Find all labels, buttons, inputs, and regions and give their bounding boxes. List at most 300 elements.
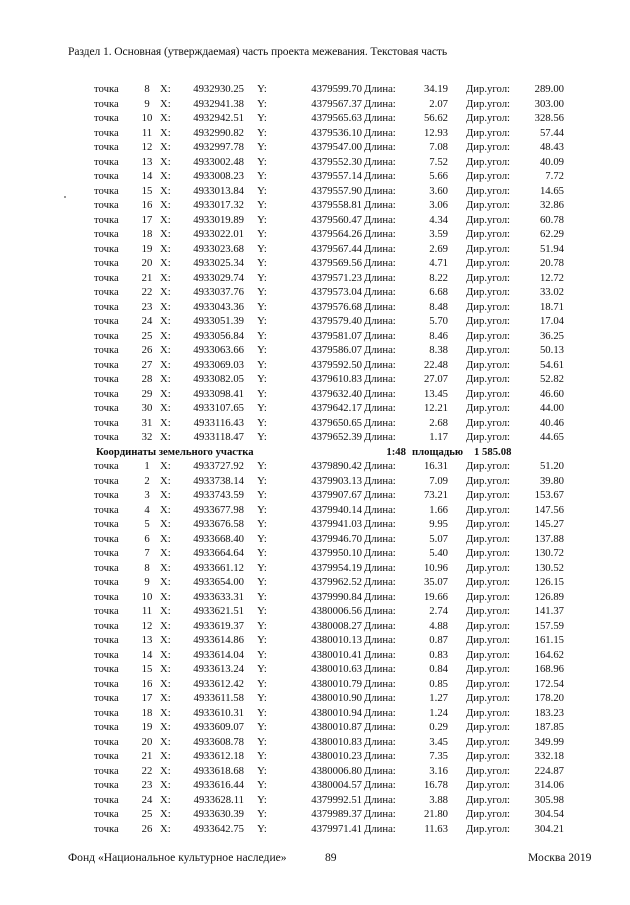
angle-value: 304.54 <box>534 808 564 820</box>
length-value: 7.35 <box>429 750 448 762</box>
point-number: 20 <box>141 735 153 748</box>
y-value: 4379557.14 <box>311 170 362 182</box>
y-label: Y: <box>257 286 267 298</box>
gap <box>448 227 466 242</box>
y-label: Y: <box>257 315 267 327</box>
length-label: Длина: <box>364 257 396 269</box>
x-label: X: <box>160 228 171 240</box>
x-value: 4933023.68 <box>193 242 244 255</box>
x-label: X: <box>160 793 171 806</box>
length-label: Длина: <box>364 97 396 110</box>
point-number: 9 <box>144 97 150 110</box>
angle-value: 153.67 <box>534 489 564 501</box>
y-label: Y: <box>257 764 267 777</box>
angle-label: Дир.угол: <box>466 242 510 255</box>
length-label: Длина: <box>364 692 396 704</box>
y-value: 4380010.79 <box>311 677 362 690</box>
gap <box>448 517 466 532</box>
gap <box>448 822 466 837</box>
x-label: X: <box>160 619 171 632</box>
angle-value: 62.29 <box>539 228 564 240</box>
x-value: 4933677.98 <box>193 503 244 516</box>
y-label: Y: <box>257 344 267 356</box>
gap <box>448 677 466 692</box>
angle-label: Дир.угол: <box>466 503 510 516</box>
length-label: Длина: <box>364 83 396 95</box>
gap <box>448 735 466 750</box>
length-label: Длина: <box>364 619 396 632</box>
y-label: Y: <box>257 779 267 791</box>
y-value: 4379989.37 <box>311 808 362 820</box>
y-label: Y: <box>257 460 267 472</box>
x-value: 4933025.34 <box>193 257 244 269</box>
x-label: X: <box>160 402 171 414</box>
point-label: точка <box>94 155 119 168</box>
point-label: точка <box>94 532 119 545</box>
gap <box>448 111 466 126</box>
point-number: 3 <box>144 489 150 501</box>
gap <box>448 488 466 503</box>
angle-value: 60.78 <box>539 213 564 226</box>
x-value: 4933668.40 <box>193 532 244 545</box>
table-row <box>94 198 564 213</box>
angle-label: Дир.угол: <box>466 808 510 820</box>
x-label: X: <box>160 112 171 124</box>
angle-value: 18.71 <box>539 300 564 313</box>
y-label: Y: <box>257 793 267 806</box>
point-number: 26 <box>141 822 153 835</box>
table-row <box>94 242 564 257</box>
table-row <box>94 140 564 155</box>
angle-label: Дир.угол: <box>466 199 510 211</box>
y-label: Y: <box>257 532 267 545</box>
x-label: X: <box>160 706 171 719</box>
table-row <box>94 517 564 532</box>
x-label: X: <box>160 677 171 690</box>
angle-label: Дир.угол: <box>466 779 510 791</box>
point-number: 8 <box>144 83 150 95</box>
angle-label: Дир.угол: <box>466 373 510 385</box>
point-label: точка <box>94 83 119 95</box>
y-label: Y: <box>257 750 267 762</box>
point-label: точка <box>94 808 119 820</box>
length-label: Длина: <box>364 112 396 124</box>
point-number: 2 <box>144 474 150 487</box>
x-label: X: <box>160 735 171 748</box>
angle-value: 187.85 <box>534 721 564 733</box>
table-row <box>94 111 564 126</box>
point-number: 19 <box>141 242 153 255</box>
point-label: точка <box>94 474 119 487</box>
point-label: точка <box>94 126 119 139</box>
point-number: 18 <box>141 706 153 719</box>
point-number: 25 <box>141 808 153 820</box>
x-value: 4933633.31 <box>193 590 244 603</box>
length-label: Длина: <box>364 764 396 777</box>
x-label: X: <box>160 184 171 197</box>
length-label: Длина: <box>364 634 396 646</box>
y-value: 4379903.13 <box>311 474 362 487</box>
point-label: точка <box>94 460 119 472</box>
angle-value: 161.15 <box>534 634 564 646</box>
x-label: X: <box>160 648 171 661</box>
x-value: 4933613.24 <box>193 663 244 675</box>
gap <box>448 387 466 402</box>
point-label: точка <box>94 170 119 182</box>
length-label: Длина: <box>364 271 396 284</box>
y-value: 4379573.04 <box>311 286 362 298</box>
table-row <box>94 372 564 387</box>
y-value: 4379579.40 <box>311 315 362 327</box>
angle-value: 168.96 <box>534 663 564 675</box>
y-value: 4380010.94 <box>311 706 362 719</box>
y-label: Y: <box>257 808 267 820</box>
y-label: Y: <box>257 271 267 284</box>
length-value: 4.71 <box>429 257 448 269</box>
table-row <box>94 126 564 141</box>
x-value: 4933611.58 <box>193 692 244 704</box>
table-row <box>94 416 564 431</box>
length-value: 1.27 <box>429 692 448 704</box>
length-value: 0.87 <box>429 634 448 646</box>
length-label: Длина: <box>364 721 396 733</box>
length-label: Длина: <box>364 518 396 530</box>
angle-value: 32.86 <box>539 199 564 211</box>
x-label: X: <box>160 547 171 559</box>
table-row <box>94 488 564 503</box>
angle-value: 349.99 <box>534 735 564 748</box>
table-row <box>94 807 564 822</box>
length-value: 13.45 <box>423 387 448 400</box>
angle-label: Дир.угол: <box>466 822 510 835</box>
point-label: точка <box>94 692 119 704</box>
y-label: Y: <box>257 213 267 226</box>
x-value: 4933107.65 <box>193 402 244 414</box>
angle-label: Дир.угол: <box>466 634 510 646</box>
length-value: 11.63 <box>424 822 448 835</box>
gap <box>448 97 466 112</box>
point-label: точка <box>94 619 119 632</box>
y-label: Y: <box>257 387 267 400</box>
gap <box>448 242 466 257</box>
x-label: X: <box>160 532 171 545</box>
gap <box>448 126 466 141</box>
table-row <box>94 329 564 344</box>
point-label: точка <box>94 228 119 240</box>
point-number: 29 <box>141 387 153 400</box>
gap <box>448 416 466 431</box>
table-row <box>94 474 564 489</box>
point-number: 22 <box>141 286 153 298</box>
x-label: X: <box>160 561 171 574</box>
angle-label: Дир.угол: <box>466 358 510 371</box>
angle-label: Дир.угол: <box>466 692 510 704</box>
coordinates-table-wrap <box>94 82 564 836</box>
length-label: Длина: <box>364 663 396 675</box>
length-value: 16.78 <box>423 779 448 791</box>
length-value: 0.85 <box>429 677 448 690</box>
angle-value: 50.13 <box>539 344 564 356</box>
length-value: 10.96 <box>423 561 448 574</box>
point-number: 12 <box>141 141 153 153</box>
y-label: Y: <box>257 358 267 371</box>
y-label: Y: <box>257 257 267 269</box>
y-label: Y: <box>257 97 267 110</box>
x-value: 4933118.47 <box>193 431 244 443</box>
length-value: 1.24 <box>429 706 448 719</box>
length-value: 1.17 <box>429 431 448 443</box>
y-label: Y: <box>257 489 267 501</box>
point-label: точка <box>94 590 119 603</box>
angle-label: Дир.угол: <box>466 431 510 443</box>
point-label: точка <box>94 416 119 429</box>
length-label: Длина: <box>364 677 396 690</box>
gap <box>448 401 466 416</box>
table-row <box>94 285 564 300</box>
angle-value: 172.54 <box>534 677 564 690</box>
x-label: X: <box>160 344 171 356</box>
point-number: 14 <box>141 170 153 182</box>
x-label: X: <box>160 141 171 153</box>
table-row <box>94 648 564 663</box>
table-row <box>94 561 564 576</box>
x-label: X: <box>160 431 171 443</box>
x-value: 4933616.44 <box>193 779 244 791</box>
y-label: Y: <box>257 663 267 675</box>
length-value: 9.95 <box>429 518 448 530</box>
x-label: X: <box>160 199 171 211</box>
table-row <box>94 430 564 445</box>
angle-label: Дир.угол: <box>466 257 510 269</box>
gap <box>448 720 466 735</box>
table-row <box>94 764 564 779</box>
angle-value: 57.44 <box>539 126 564 139</box>
angle-label: Дир.угол: <box>466 735 510 748</box>
angle-value: 130.72 <box>534 547 564 559</box>
length-value: 3.06 <box>429 199 448 211</box>
angle-value: 54.61 <box>539 358 564 371</box>
angle-label: Дир.угол: <box>466 344 510 356</box>
length-label: Длина: <box>364 735 396 748</box>
length-value: 4.34 <box>429 213 448 226</box>
table-row <box>94 271 564 286</box>
point-label: точка <box>94 721 119 733</box>
table-row <box>94 184 564 199</box>
y-label: Y: <box>257 329 267 342</box>
gap <box>448 633 466 648</box>
x-value: 4933612.42 <box>193 677 244 690</box>
table-row <box>94 575 564 590</box>
length-value: 8.38 <box>429 344 448 356</box>
length-label: Длина: <box>364 387 396 400</box>
angle-label: Дир.угол: <box>466 286 510 298</box>
footer-page-number: 89 <box>325 851 337 864</box>
gap <box>448 256 466 271</box>
x-value: 4933116.43 <box>193 416 244 429</box>
point-number: 26 <box>141 344 153 356</box>
y-label: Y: <box>257 474 267 487</box>
gap <box>448 213 466 228</box>
table-row <box>94 822 564 837</box>
gap <box>448 561 466 576</box>
y-label: Y: <box>257 605 267 617</box>
y-label: Y: <box>257 822 267 835</box>
length-value: 8.22 <box>429 271 448 284</box>
angle-value: 305.98 <box>534 793 564 806</box>
gap <box>448 329 466 344</box>
table-row <box>94 300 564 315</box>
point-label: точка <box>94 489 119 501</box>
angle-label: Дир.угол: <box>466 416 510 429</box>
point-label: точка <box>94 764 119 777</box>
point-number: 10 <box>141 590 153 603</box>
section-row <box>94 445 564 460</box>
section-heading <box>94 445 564 460</box>
angle-label: Дир.угол: <box>466 590 510 603</box>
angle-label: Дир.угол: <box>466 489 510 501</box>
angle-label: Дир.угол: <box>466 315 510 327</box>
gap <box>448 314 466 329</box>
point-number: 6 <box>144 532 150 545</box>
coordinates-block-2 <box>94 459 564 836</box>
y-label: Y: <box>257 547 267 559</box>
point-number: 11 <box>141 605 153 617</box>
point-number: 25 <box>141 329 153 342</box>
table-row <box>94 778 564 793</box>
point-number: 21 <box>141 750 153 762</box>
table-row <box>94 633 564 648</box>
y-label: Y: <box>257 619 267 632</box>
y-label: Y: <box>257 692 267 704</box>
angle-value: 145.27 <box>534 518 564 530</box>
angle-value: 183.23 <box>534 706 564 719</box>
x-label: X: <box>160 257 171 269</box>
length-label: Длина: <box>364 808 396 820</box>
x-value: 4933019.89 <box>193 213 244 226</box>
point-number: 16 <box>141 677 153 690</box>
table-row <box>94 97 564 112</box>
coordinates-table <box>94 82 564 836</box>
point-number: 9 <box>144 576 150 588</box>
table-row <box>94 459 564 474</box>
point-number: 7 <box>144 547 150 559</box>
length-label: Длина: <box>364 605 396 617</box>
point-label: точка <box>94 518 119 530</box>
point-label: точка <box>94 199 119 211</box>
point-label: точка <box>94 286 119 298</box>
x-value: 4933738.14 <box>193 474 244 487</box>
y-value: 4379567.44 <box>311 242 362 255</box>
x-label: X: <box>160 242 171 255</box>
y-label: Y: <box>257 141 267 153</box>
length-value: 0.84 <box>429 663 448 675</box>
point-number: 23 <box>141 300 153 313</box>
gap <box>448 271 466 286</box>
length-label: Длина: <box>364 126 396 139</box>
angle-label: Дир.угол: <box>466 474 510 487</box>
angle-value: 289.00 <box>534 83 564 95</box>
table-row <box>94 691 564 706</box>
x-label: X: <box>160 286 171 298</box>
point-label: точка <box>94 271 119 284</box>
angle-label: Дир.угол: <box>466 793 510 806</box>
length-label: Длина: <box>364 242 396 255</box>
angle-value: 17.04 <box>539 315 564 327</box>
x-value: 4933608.78 <box>193 735 244 748</box>
length-value: 0.83 <box>429 648 448 661</box>
table-row <box>94 735 564 750</box>
x-value: 4933614.86 <box>193 634 244 646</box>
angle-label: Дир.угол: <box>466 300 510 313</box>
point-number: 4 <box>144 503 150 516</box>
y-label: Y: <box>257 300 267 313</box>
length-value: 35.07 <box>423 576 448 588</box>
angle-value: 39.80 <box>539 474 564 487</box>
gap <box>448 372 466 387</box>
y-value: 4379560.47 <box>311 213 362 226</box>
y-value: 4379576.68 <box>311 300 362 313</box>
y-label: Y: <box>257 112 267 124</box>
angle-value: 126.89 <box>534 590 564 603</box>
length-value: 22.48 <box>423 358 448 371</box>
y-value: 4379890.42 <box>311 460 362 472</box>
y-value: 4379941.03 <box>311 518 362 530</box>
y-value: 4379907.67 <box>311 489 362 501</box>
y-label: Y: <box>257 83 267 95</box>
length-label: Длина: <box>364 300 396 313</box>
angle-value: 51.94 <box>539 242 564 255</box>
x-label: X: <box>160 750 171 762</box>
y-label: Y: <box>257 431 267 443</box>
length-label: Длина: <box>364 576 396 588</box>
y-value: 4379557.90 <box>311 184 362 197</box>
table-row <box>94 793 564 808</box>
angle-value: 314.06 <box>534 779 564 791</box>
y-label: Y: <box>257 126 267 139</box>
x-label: X: <box>160 213 171 226</box>
length-value: 2.69 <box>429 242 448 255</box>
x-label: X: <box>160 97 171 110</box>
section-scale: 1:48 <box>386 445 406 458</box>
angle-value: 51.20 <box>539 460 564 472</box>
angle-label: Дир.угол: <box>466 677 510 690</box>
section-area-value: 1 585.08 <box>474 445 512 458</box>
angle-label: Дир.угол: <box>466 155 510 168</box>
x-label: X: <box>160 387 171 400</box>
x-label: X: <box>160 416 171 429</box>
y-value: 4380010.41 <box>311 648 362 661</box>
y-value: 4379642.17 <box>311 402 362 414</box>
length-label: Длина: <box>364 213 396 226</box>
point-label: точка <box>94 677 119 690</box>
point-number: 21 <box>141 271 153 284</box>
point-number: 5 <box>144 518 150 530</box>
length-value: 56.62 <box>423 112 448 124</box>
point-label: точка <box>94 315 119 327</box>
point-label: точка <box>94 141 119 153</box>
x-value: 4933612.18 <box>193 750 244 762</box>
y-label: Y: <box>257 648 267 661</box>
x-value: 4932930.25 <box>193 83 244 95</box>
x-label: X: <box>160 692 171 704</box>
angle-label: Дир.угол: <box>466 126 510 139</box>
scan-speck <box>64 196 66 198</box>
table-row <box>94 314 564 329</box>
table-row <box>94 546 564 561</box>
point-number: 16 <box>141 199 153 211</box>
length-value: 0.29 <box>429 721 448 733</box>
y-value: 4379571.23 <box>311 271 362 284</box>
